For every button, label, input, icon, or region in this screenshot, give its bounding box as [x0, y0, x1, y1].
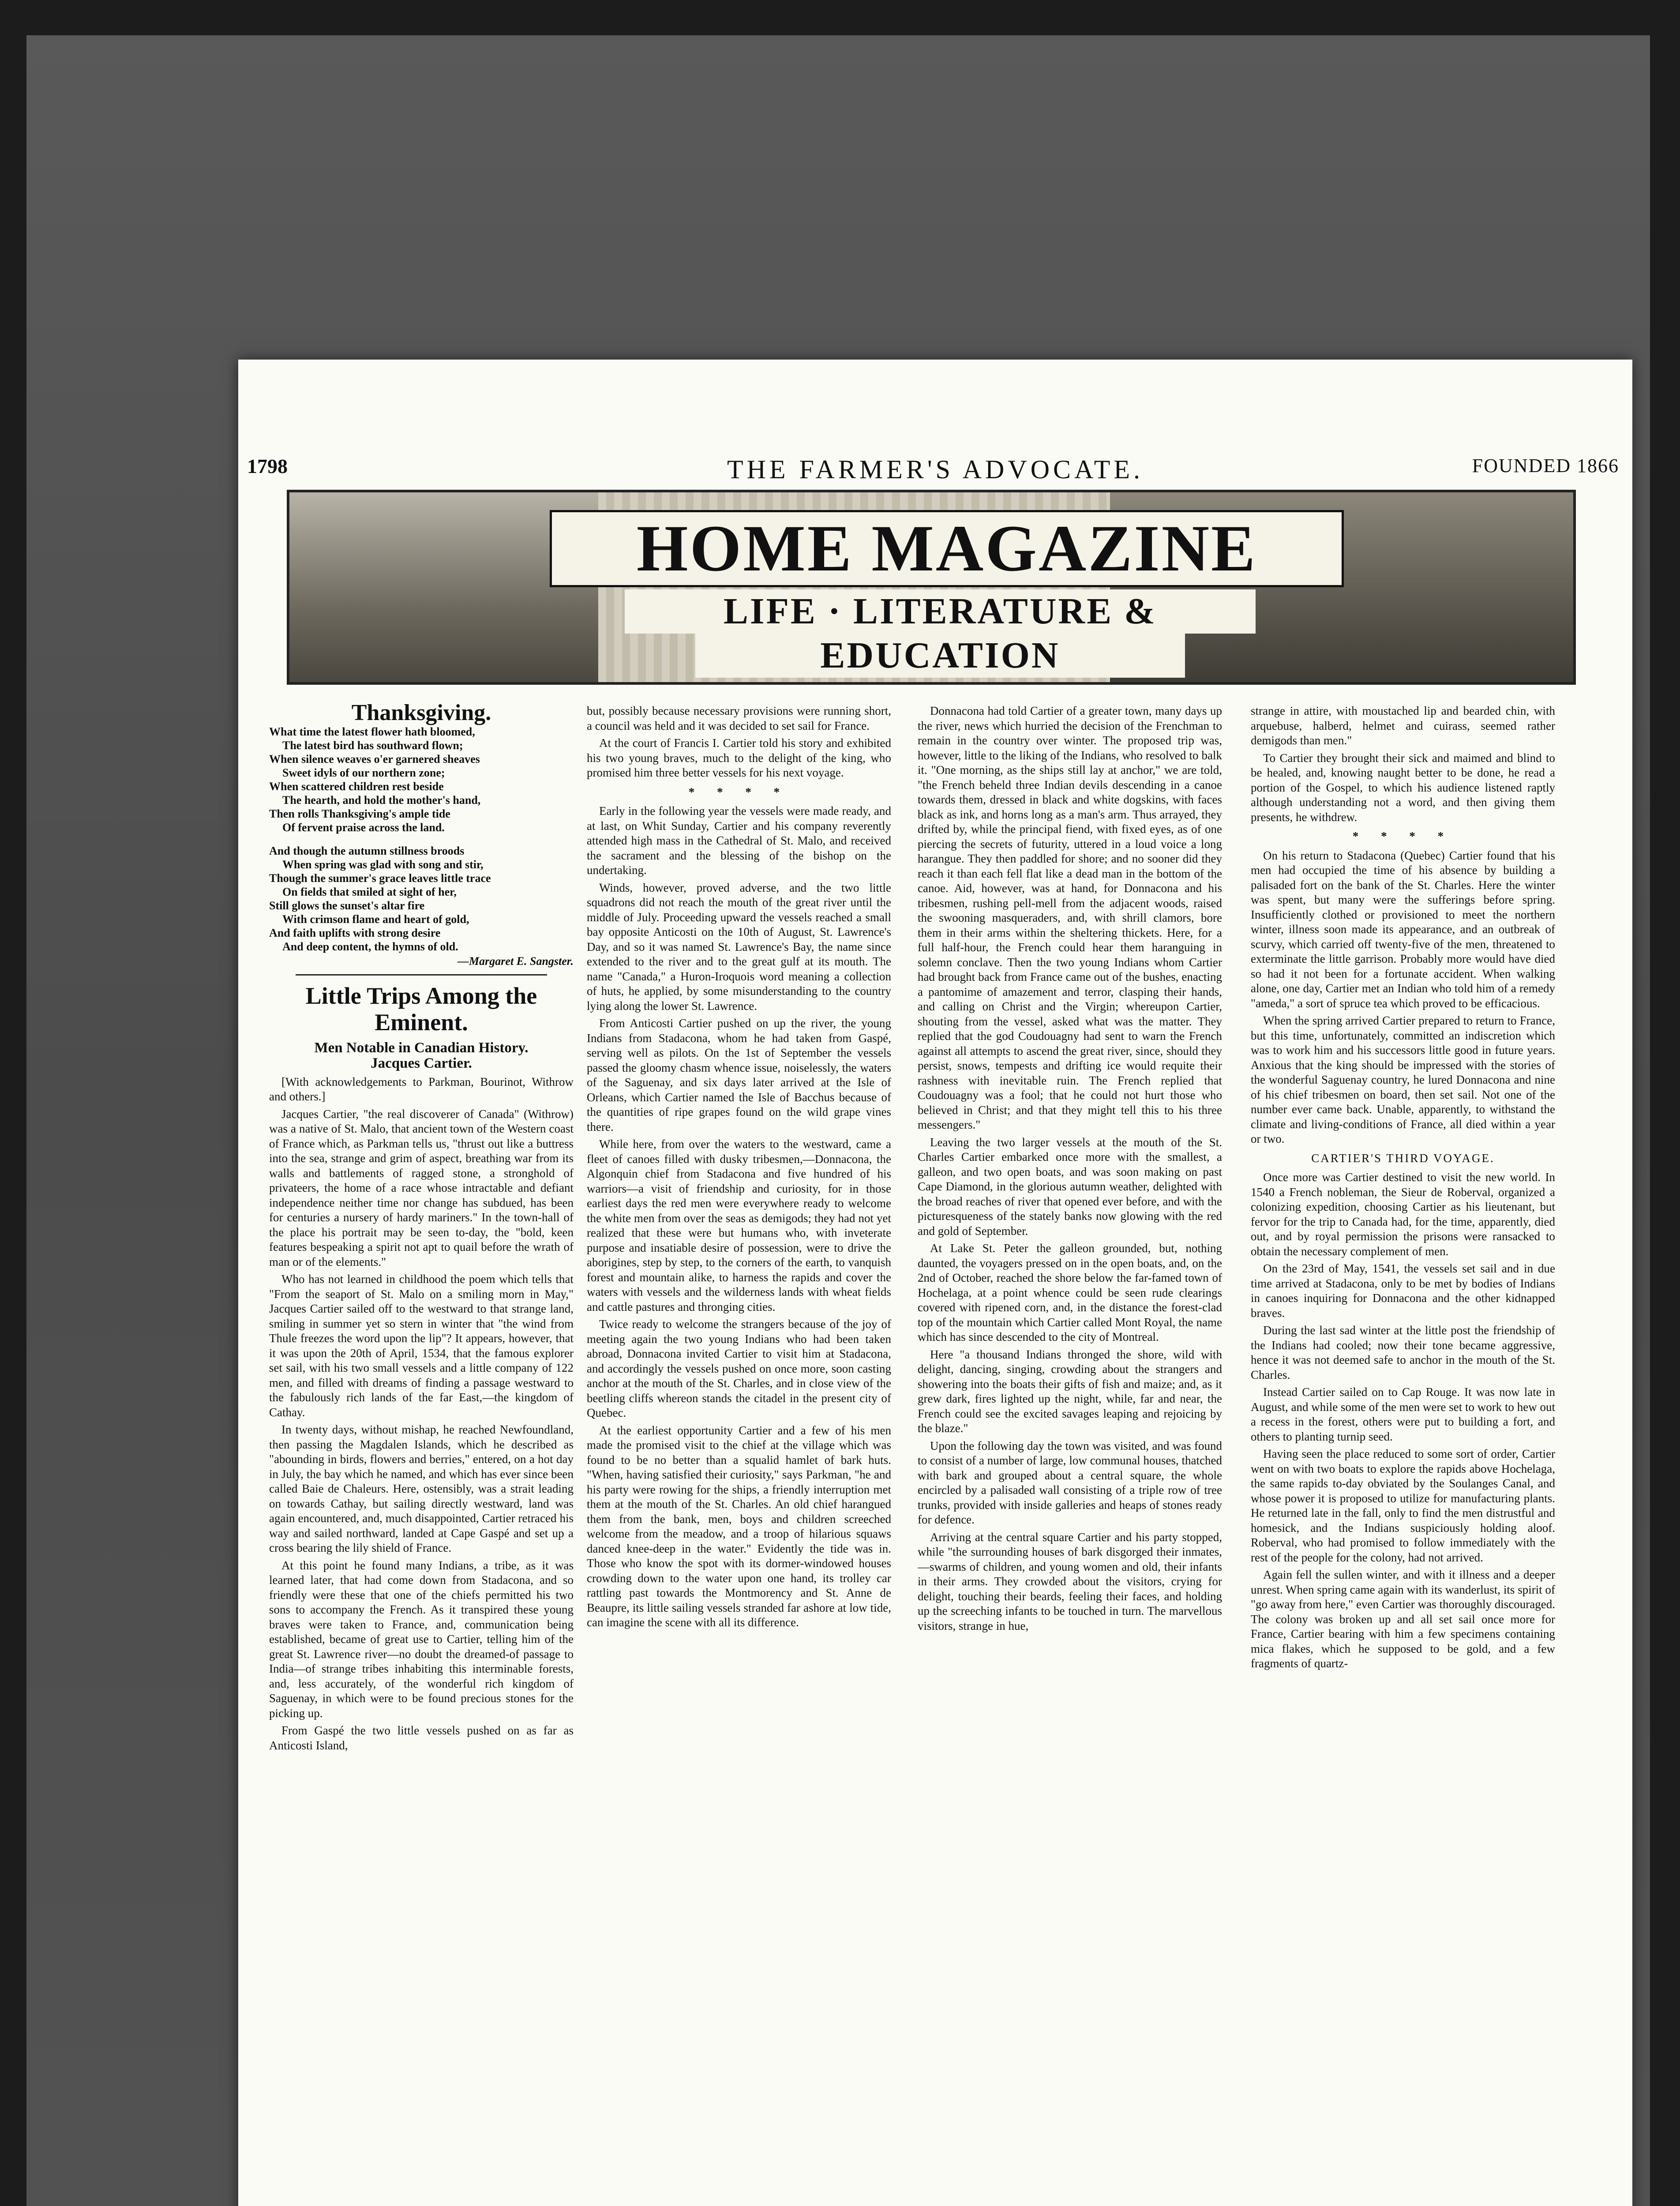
paragraph: Instead Cartier sailed on to Cap Rouge. It was now late in August, and while some of the men were set to work to hew out a recess in the forest, others were put to building a fort, and others to planting turnip seed.	[1251, 1385, 1555, 1443]
paragraph: To Cartier they brought their sick and maimed and blind to be healed, and, knowing naught better to be done, he read a portion of the Gospel, to which his audience listened raptly although understanding not a word, and then giving them presents, he withdrew.	[1251, 751, 1555, 824]
column-3	[918, 704, 1222, 2206]
newspaper-page	[238, 360, 1632, 2206]
article-title: Little Trips Among the Eminent.	[305, 982, 537, 1035]
poem	[269, 725, 574, 968]
section-heading: CARTIER'S THIRD VOYAGE.	[1311, 1151, 1495, 1165]
paper-name: THE FARMER'S ADVOCATE.	[727, 455, 1144, 484]
paragraph: In twenty days, without mishap, he reached Newfoundland, then passing the Magdalen Islands, which he described as "abounding in birds, flowers and berries," entered, on a hot day in July, the bay which he named, and which has ever since been called Baie de Chaleurs. Here, ostensibly, was a strait leading on towards Cathay, but sailing directly westward, land was again encountered, and, much disappointed, Cartier retraced his way and sailed northward, landed at Cape Gaspé and set up a cross bearing the lily shield of France.	[269, 1423, 574, 1554]
paragraph: At the court of Francis I. Cartier told his story and exhibited his two young braves, much to the delight of the king, who promised him three better vessels for his next voyage.	[587, 736, 891, 779]
paragraph: Winds, however, proved adverse, and the two little squadrons did not reach the mouth of the great river until the middle of July. Proceeding upward the vessels reached a small bay opposite Anticosti on the 10th of August, St. Lawrence's Day, and so it was named St. Lawrence's Bay, the name since extended to the river and to the great gulf at its mouth. The name "Canada," a Huron-Iroquois word meaning a collection of huts, he applied, by some misunderstanding to the country lying along the lower St. Lawrence.	[587, 881, 891, 1013]
poem-line: And faith uplifts with strong desire	[269, 926, 441, 939]
poem-line: When scattered children rest beside	[269, 780, 444, 793]
paragraph: While here, from over the waters to the westward, came a fleet of canoes filled with dusky tribesmen,—Donnacona, the Algonquin chief from Stadacona and five hundred of his warriors—a visit of friendship and curiosity, for in those earliest days the red men were everywhere ready to welcome the white men from over the seas as demigods; they had not yet realized that these were but humans who, with inveterate purpose and insatiable desire of possession, were to drive the aborigines, step by step, to the corners of the earth, to vanquish forest and mountain alike, to harness the rapids and cover the waters with vessels and the wilderness lands with wheat fields and cattle pastures and thronging cities.	[587, 1137, 891, 1313]
paragraph: On his return to Stadacona (Quebec) Cartier found that his men had occupied the time of his absence by building a palisaded fort on the bank of the St. Charles. Here the winter was spent, but many were the sufferings before spring. Insufficiently clothed or provisioned to meet the northern winter, illness soon made its appearance, and an outbreak of scurvy, which carried off twenty-five of the men, threatened to exterminate the little garrison. Probably more would have died so had it not been for a fortunate accident. When walking alone, one day, Cartier met an Indian who told him of a remedy "ameda," a sort of spruce tea which proved to be efficacious.	[1251, 848, 1555, 1010]
paragraph: When the spring arrived Cartier prepared to return to France, but this time, unfortunately, committed an indiscretion which was to work him and his successors little good in future years. Anxious that the king should be impressed with the stories of the wonderful Saguenay country, he lured Donnacona and nine of his chief tribesmen on board, then set sail. Not one of the number ever came back. Unable, apparently, to withstand the climate and living-conditions of France, all died within a year or two.	[1251, 1014, 1555, 1145]
paragraph: Here "a thousand Indians thronged the shore, wild with delight, dancing, singing, crowding about the strangers and showering into the boats their gifts of fish and maize; and, as it grew dark, fires lighted up the night, while, far and near, the French could see the excited savages leaping and rejoicing by the blaze."	[918, 1347, 1222, 1435]
banner-title: HOME MAGAZINE	[550, 510, 1344, 587]
paragraph: From Gaspé the two little vessels pushed on as far as Anticosti Island,	[269, 1724, 574, 1752]
page-number: 1798	[247, 455, 288, 477]
paragraph: but, possibly because necessary provisions were running short, a council was held and it was decided to set sail for France.	[587, 704, 891, 732]
poem-line: Of fervent praise across the land.	[282, 821, 445, 834]
poem-title: Thanksgiving.	[351, 704, 491, 725]
section-stars: * * * *	[1352, 829, 1454, 843]
paragraph: At this point he found many Indians, a tribe, as it was learned later, that had come down from Stadacona, and so friendly were these that one of the chiefs permitted his two sons to accompany the French. As it transpired these young braves were taken to France, and, communication being established, became of great use to Cartier, telling him of the great St. Lawrence river—no doubt the dreamed-of passage to India—of strange tribes inhabiting this interminable forests, and, less accurately, of the wonderful rich kingdom of Saguenay, in which were to be found precious stones for the picking up.	[269, 1558, 574, 1720]
poem-line: The latest bird has southward flown;	[282, 739, 463, 752]
column-4	[1251, 704, 1555, 2206]
paragraph: During the last sad winter at the little post the friendship of the Indians had cooled; now their tone became aggressive, hence it was not deemed safe to anchor in the mouth of the St. Charles.	[1251, 1324, 1555, 1381]
poem-line: Still glows the sunset's altar fire	[269, 899, 425, 912]
paragraph: Again fell the sullen winter, and with it illness and a deeper unrest. When spring came again with its wanderlust, its spirit of "go away from here," even Cartier was thoroughly discouraged. The colony was broken up and all set sail once more for France, Cartier bearing with him a few specimens containing mica flakes, which he supposed to be gold, and a few fragments of quartz-	[1251, 1568, 1555, 1670]
paragraph: Upon the following day the town was visited, and was found to consist of a number of large, low communal houses, thatched with bark and grouped about a central square, the whole encircled by a palisaded wall consisting of a triple row of tree trunks, provided with inside galleries and heaps of stones ready for defence.	[918, 1439, 1222, 1526]
poem-line: And though the autumn stillness broods	[269, 844, 465, 857]
paragraph: On the 23rd of May, 1541, the vessels set sail and in due time arrived at Stadacona, only to be met by bodies of Indians in canoes inquiring for Donnacona and the other kidnapped braves.	[1251, 1262, 1555, 1320]
paragraph: strange in attire, with moustached lip and bearded chin, with arquebuse, halberd, helmet and cuirass, seemed rather demigods than men."	[1251, 704, 1555, 747]
poem-line: On fields that smiled at sight of her,	[282, 885, 457, 898]
banner-subtitle-line1: LIFE · LITERATURE &	[625, 589, 1256, 634]
poem-line: The hearth, and hold the mother's hand,	[282, 793, 481, 807]
poem-line: When silence weaves o'er garnered sheaves	[269, 752, 480, 765]
column-1	[269, 704, 574, 2206]
paragraph: Having seen the place reduced to some sort of order, Cartier went on with two boats to explore the rapids above Hochelaga, the same rapids to-day obviated by the Soulanges Canal, and whose power it is proposed to utilize for manufacturing plants. He returned late in the fall, only to find the men distrustful and homesick, and the Indians suspiciously holding aloof. Roberval, who had promised to follow immediately with the rest of the people for the colony, had not arrived.	[1251, 1447, 1555, 1564]
column-2	[587, 704, 891, 2206]
poem-line: When spring was glad with song and stir,	[282, 858, 484, 871]
paragraph: Twice ready to welcome the strangers because of the joy of meeting again the two young Indians who had been taken abroad, Donnacona invited Cartier to visit him at Stadacona, and accordingly the vessels pushed on once more, soon casting anchor at the mouth of the St. Charles, and in close view of the beetling cliffs whereon stands the citadel in the present city of Quebec.	[587, 1317, 891, 1419]
poem-attribution: —Margaret E. Sangster.	[458, 954, 574, 968]
paragraph: Arriving at the central square Cartier and his party stopped, while "the surrounding houses of bark disgorged their inmates,—swarms of children, and young women and old, their infants in their arms. They crowded about the visitors, crying for delight, touching their beards, feeling their faces, and holding up the screeching infants to be touched in turn. The marvellous visitors, strange in hue,	[918, 1530, 1222, 1632]
paragraph: At Lake St. Peter the galleon grounded, but, nothing daunted, the voyagers pressed on in the open boats, and, on the 2nd of October, reached the shore below the far-famed town of Hochelaga, at a point whence could be seen rude clearings covered with ripened corn, and, in the distance the forest-clad top of the mountain which Cartier called Mont Royal, the name which has since descended to the city of Montreal.	[918, 1242, 1222, 1343]
paragraph: Once more was Cartier destined to visit the new world. In 1540 a French nobleman, the Sieur de Roberval, organized a colonizing expedition, choosing Cartier as his lieutenant, but fervor for the trip to Canada had, for the time, apparently, died out, and by royal permission the prisons were ransacked to obtain the necessary complement of men.	[1251, 1171, 1555, 1258]
section-divider	[296, 974, 547, 975]
home-magazine-banner	[287, 490, 1576, 685]
poem-line: Sweet idyls of our northern zone;	[282, 766, 445, 779]
paragraph: Leaving the two larger vessels at the mouth of the St. Charles Cartier embarked once more with the smallest, a galleon, and two open boats, and was soon making on past Cape Diamond, in the glorious autumn weather, delighted with the broad reaches of river that opened ever before, and with the picturesqueness of the stately banks now glowing with the red and gold of September.	[918, 1135, 1222, 1238]
article-acknowledgement: [With acknowledgements to Parkman, Bourinot, Withrow and others.]	[269, 1075, 574, 1103]
poem-line: Though the summer's grace leaves little trace	[269, 871, 491, 885]
stanza-break	[269, 834, 574, 844]
poem-line: With crimson flame and heart of gold,	[282, 912, 469, 926]
section-stars: * * * *	[688, 785, 790, 799]
paragraph: Who has not learned in childhood the poem which tells that "From the seaport of St. Malo on a smiling morn in May," Jacques Cartier sailed off to the westward to that strange land, smiling in summer yet so stern in winter that "the wind from Thule freezes the word upon the lip"? It appears, however, that it was upon the 20th of April, 1534, that the famous explorer set sail, with his two small vessels and a little company of 122 men, and filled with dreams of finding a passage westward to the fabulously rich lands of the far East,—the kingdom of Cathay.	[269, 1272, 574, 1419]
paragraph: Early in the following year the vessels were made ready, and at last, on Whit Sunday, Cartier and his company reverently attended high mass in the Cathedral of St. Malo, and received the sacrament and the blessing of the bishop on the undertaking.	[587, 804, 891, 877]
paragraph: At the earliest opportunity Cartier and a few of his men made the promised visit to the chief at the village which was found to be no better than a squalid hamlet of bark huts. "When, having satisfied their curiosity," says Parkman, "he and his party were rowing for the ships, a friendly interruption met them at the mouth of the St. Charles. An old chief harangued them from the bank, men, boys and children screeched welcome from the meadow, and a troop of hilarious squaws danced knee-deep in the water." Evidently the tide was in. Those who know the spot with its dormer-windowed houses crowding down to the water upon one hand, its trolley car rattling past towards the Montmorency and St. Anne de Beaupre, its little sailing vessels stranded far ashore at low tide, can imagine the scene with all its difference.	[587, 1423, 891, 1629]
paragraph: Jacques Cartier, "the real discoverer of Canada" (Withrow) was a native of St. Malo, that ancient town of the Western coast of France which, as Parkman tells us, "thrust out like a buttress into the sea, strange and grim of aspect, breathing war from its walls and battlements of ragged stone, a stronghold of privateers, the home of a race whose intractable and defiant independence neither time nor change has subdued, has been for centuries a nursery of hardy mariners." In the town-hall of the place his portrait may be seen to-day, the "bold, keen features bespeaking a spirit not apt to quail before the wrath of man or of the elements."	[269, 1107, 574, 1268]
paragraph: Donnacona had told Cartier of a greater town, many days up the river, news which hurried the decision of the Frenchman to remain in the country over winter. The proposed trip was, however, little to the liking of the Indians, who resolved to balk it. "One morning, as the ships still lay at anchor," we are told, "the French beheld three Indian devils descending in a canoe towards them, dressed in black and white dogskins, with faces black as ink, and horns long as a man's arm. Thus arrayed, they drifted by, while the principal fiend, with fixed eyes, as of one piercing the secrets of futurity, uttered in a loud voice a long harangue. They then paddled for shore; and no sooner did they reach it than each fell flat like a dead man in the bottom of the canoe. Aid, however, was at hand, for Donnacona and his tribesmen, rushing pell-mell from the adjacent woods, raised the swooning masqueraders, and, with shrill clamors, bore them in their arms within the sheltering thickets. Here, for a full half-hour, the French could hear them haranguing in solemn conclave. Then the two young Indians whom Cartier had brought back from France came out of the bushes, enacting a pantomime of amazement and terror, clasping their hands, and calling on Christ and the Virgin; whereupon Cartier, shouting from the vessel, asked what was the matter. They replied that the god Coudouagny had sent to warn the French against all attempts to ascend the great river, since, should they persist, snows, tempests and drifting ice would requite their rashness with inevitable ruin. The French replied that Coudouagny was a fool; that he could not hurt those who believed in Christ; and that they might tell this to his three messengers."	[918, 704, 1222, 1131]
poem-line: Then rolls Thanksgiving's ample tide	[269, 807, 450, 820]
article-subtitle: Men Notable in Canadian History.	[314, 1039, 529, 1056]
banner-subtitle-line2: EDUCATION	[695, 634, 1185, 678]
paragraph: From Anticosti Cartier pushed on up the river, the young Indians from Stadacona, whom he had taken from Gaspé, serving well as pilots. On the 1st of September the vessels passed the gloomy chasm whence issue, noiselessly, the waters of the Saguenay, and six days later arrived at the Isle of Orleans, which Cartier named the Isle of Bacchus because of the quantities of ripe grapes found on the wild grape vines there.	[587, 1017, 891, 1133]
poem-line: What time the latest flower hath bloomed,	[269, 725, 475, 738]
poem-line: And deep content, the hymns of old.	[282, 940, 458, 953]
article-subject: Jacques Cartier.	[371, 1055, 472, 1071]
founded-line: FOUNDED 1866	[1472, 455, 1619, 476]
